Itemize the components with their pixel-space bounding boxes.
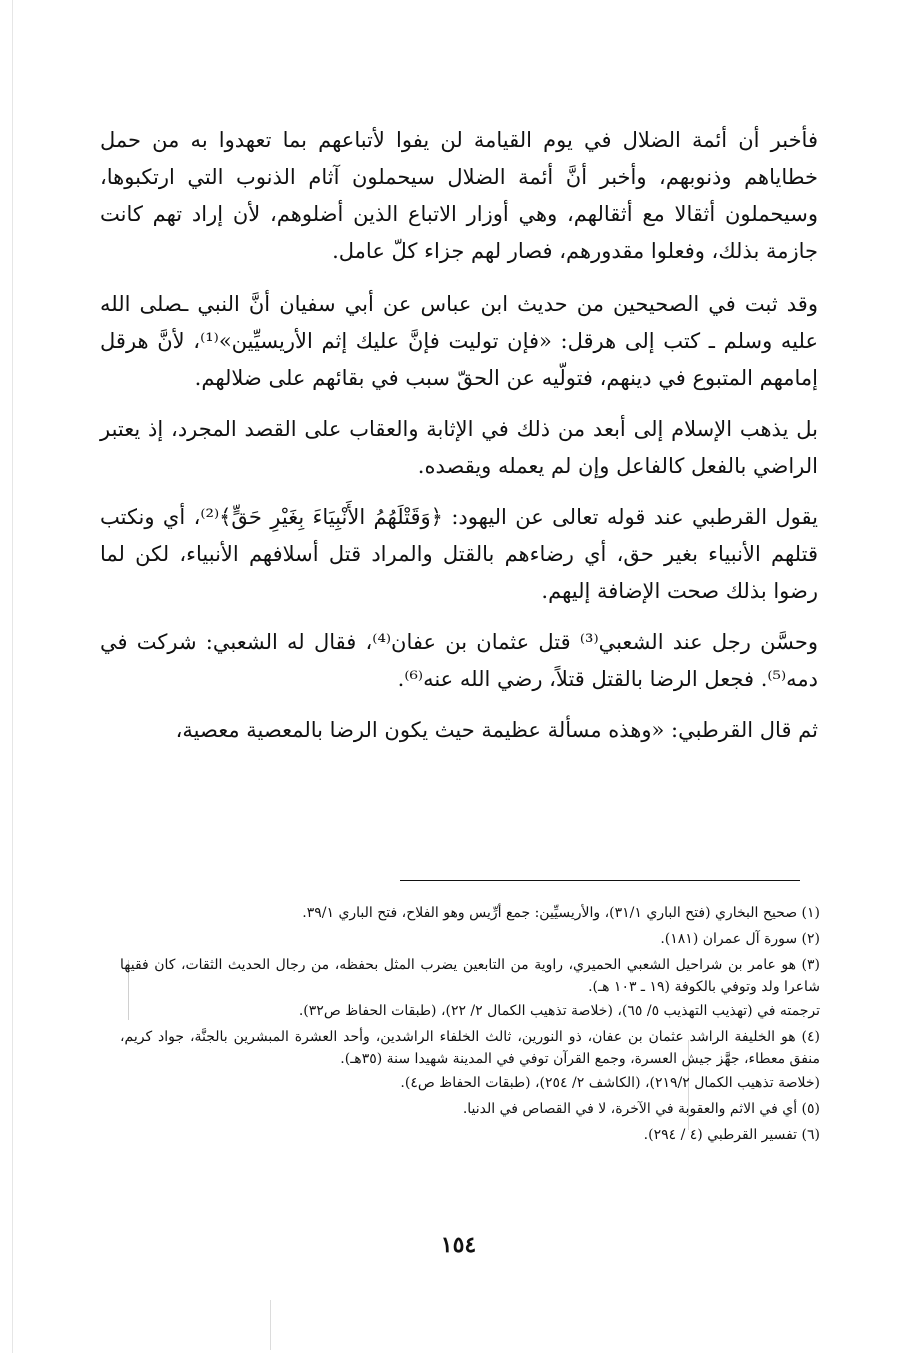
paragraph-5: وحسَّن رجل عند الشعبي⁽³⁾ قتل عثمان بن عفان⁽⁴⁾، فقال له الشعبي: شركت في دمه⁽⁵⁾. فجعل الرضا بالقتل قتلاً، رضي الله عنه⁽⁶⁾. xyxy=(100,630,818,691)
footnote-5: (٥) أي في الاثم والعقوبة في الآخرة، لا في القصاص في الدنيا. xyxy=(462,1101,820,1117)
paragraph-4: يقول القرطبي عند قوله تعالى عن اليهود: ﴿وَقَتْلَهُمُ الأَنْبِيَاءَ بِغَيْرِ حَقٍّ﴾⁽²⁾، أي ونكتب قتلهم الأنبياء بغير حق، أي رضاءهم بالقتل والمراد قتل أسلافهم الأنبياء، لكن لما رضوا بذلك صحت الإضافة إليهم. xyxy=(100,505,818,603)
paragraph-3: بل يذهب الإسلام إلى أبعد من ذلك في الإثابة والعقاب على القصد المجرد، إذ يعتبر الراضي بالفعل كالفاعل وإن لم يعمله ويقصده. xyxy=(100,417,818,478)
paragraph-6: ثم قال القرطبي: «وهذه مسألة عظيمة حيث يكون الرضا بالمعصية معصية، xyxy=(175,718,818,742)
footnote-3: (٣) هو عامر بن شراحيل الشعبي الحميري، راوية من التابعين يضرب المثل بحفظه، من رجال الحديث الثقات، كان فقيها شاعرا ولد وتوفي بالكوفة (١٩ ـ ١٠٣ هـ). xyxy=(120,957,820,995)
footnote-6: (٦) تفسير القرطبي (٤ / ٢٩٤). xyxy=(643,1127,820,1143)
footnote-4-continued: (خلاصة تذهيب الكمال ٢١٩/٢)، (الكاشف ٢/ ٢٥٤)، (طبقات الحفاظ ص٤). xyxy=(400,1075,820,1091)
paragraph-2: وقد ثبت في الصحيحين من حديث ابن عباس عن أبي سفيان أنَّ النبي ـصلى الله عليه وسلم ـ كتب إلى هرقل: «فإن توليت فإنَّ عليك إثم الأريسيِّين»⁽¹⁾، لأنَّ هرقل إمامهم المتبوع في دينهم، فتولّيه عن الحقّ سبب في بقائهم على ضلالهم. xyxy=(100,292,818,390)
page-number: ١٥٤ xyxy=(440,1232,477,1258)
footnote-1: (١) صحيح البخاري (فتح الباري ٣١/١)، والأريسيِّين: جمع أرِّيس وهو الفلاح، فتح الباري ٣٩/١. xyxy=(302,905,820,921)
scan-speck xyxy=(12,0,13,1353)
footnotes xyxy=(120,902,820,1150)
paragraph-1: فأخبر أن أئمة الضلال في يوم القيامة لن يفوا لأتباعهم بما تعهدوا به من حمل خطاياهم وذنوبهم، وأخبر أنَّ أئمة الضلال سيحملون آثام الذنوب التي ارتكبوها، وسيحملون أثقالا مع أثقالهم، وهي أوزار الاتباع الذين أضلوهم، لأن إراد تهم كانت جازمة بذلك، وفعلوا مقدورهم، فصار لهم جزاء كلّ عامل. xyxy=(100,128,818,263)
footnote-4: (٤) هو الخليفة الراشد عثمان بن عفان، ذو النورين، ثالث الخلفاء الراشدين، وأحد العشرة المبشرين بالجنَّة، جواد كريم، منفق معطاء، جهَّز جيش العسرة، وجمع القرآن توفي في المدينة شهيدا سنة (٣٥هـ). xyxy=(120,1029,820,1067)
footnote-3-continued: ترجمته في (تهذيب التهذيب ٥/ ٦٥)، (خلاصة تذهيب الكمال ٢/ ٢٢)، (طبقات الحفاظ ص٣٢). xyxy=(298,1003,820,1019)
main-text xyxy=(100,122,818,763)
footnote-separator xyxy=(400,880,800,881)
footnote-2: (٢) سورة آل عمران (١٨١). xyxy=(660,931,820,947)
scan-speck xyxy=(270,1300,271,1350)
